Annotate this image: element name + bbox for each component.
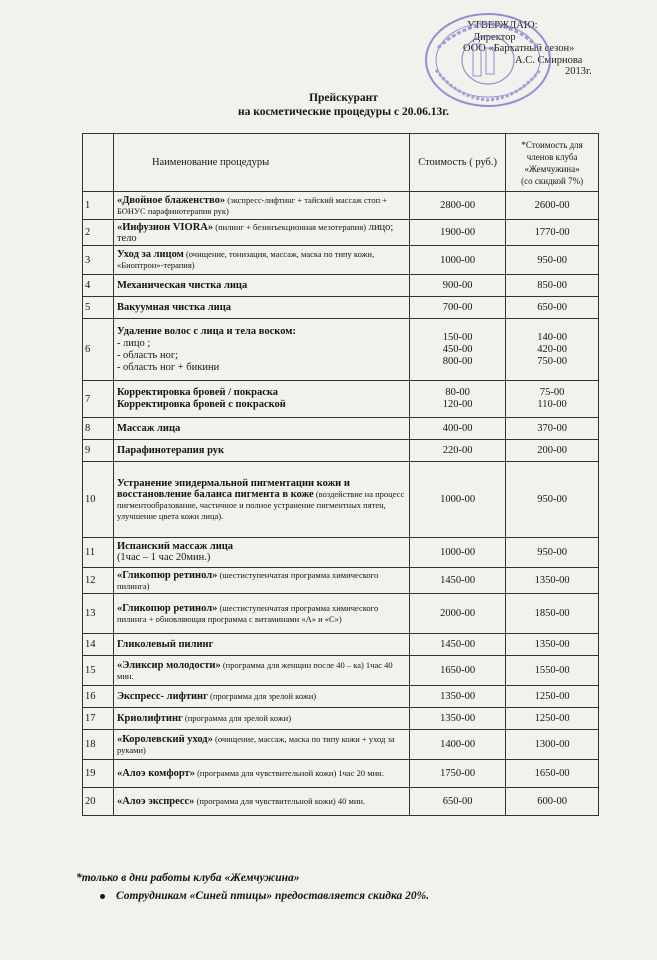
row-number: 1 — [83, 192, 114, 220]
header-name: Наименование процедуры — [113, 134, 409, 192]
row-number: 20 — [83, 788, 114, 816]
price-cell: 1450-00 — [410, 568, 506, 594]
header-price: Стоимость ( руб.) — [410, 134, 506, 192]
procedure-name: «Королевский уход» (очищение, массаж, маска по типу кожи + уход за руками) — [113, 730, 409, 760]
price-cell: 1400-00 — [410, 730, 506, 760]
price-cell: 1000-00 — [410, 246, 506, 275]
price-cell: 2800-00 — [410, 192, 506, 220]
table-row — [83, 568, 599, 594]
club-price-cell: 1770-00 — [506, 220, 599, 246]
row-number: 14 — [83, 634, 114, 656]
procedure-name: Экспресс- лифтинг (программа для зрелой кожи) — [113, 686, 409, 708]
procedure-name: «Гликопюр ретинол» (шестиступенчатая программа химического пилинга + обновляющая программа с витаминами «А» и «С») — [113, 594, 409, 634]
club-price-cell: 950-00 — [506, 462, 599, 538]
procedure-name: «Гликопюр ретинол» (шестиступенчатая программа химического пилинга) — [113, 568, 409, 594]
approval-line: А.С. Смирнова — [515, 54, 583, 66]
row-number: 8 — [83, 418, 114, 440]
row-number: 16 — [83, 686, 114, 708]
table-row — [83, 440, 599, 462]
procedure-name: Массаж лица — [113, 418, 409, 440]
title-line: Прейскурант — [309, 92, 378, 104]
club-price-cell: 1300-00 — [506, 730, 599, 760]
footer — [76, 872, 636, 902]
procedure-name: Гликолевый пилинг — [113, 634, 409, 656]
row-number: 6 — [83, 319, 114, 381]
table-row — [83, 418, 599, 440]
table-row — [83, 708, 599, 730]
row-number: 18 — [83, 730, 114, 760]
bullet-icon — [100, 894, 105, 899]
price-cell: 1350-00 — [410, 686, 506, 708]
row-number: 19 — [83, 760, 114, 788]
table-row — [83, 319, 599, 381]
approval-line: ООО «Бархатный сезон» — [463, 43, 575, 54]
price-cell: 650-00 — [410, 788, 506, 816]
footer-bullet-text: Сотрудникам «Синей птицы» предоставляется скидка 20%. — [116, 890, 430, 902]
club-price-cell: 75-00 110-00 — [506, 381, 599, 418]
procedure-name: «Алоэ экспресс» (программа для чувствительной кожи) 40 мин. — [113, 788, 409, 816]
table-header-row — [83, 134, 599, 192]
procedure-name: «Двойное блаженство» (экспресс-лифтинг + тайский массаж стоп + БОНУС парафинотерапия рук) — [113, 192, 409, 220]
club-price-cell: 950-00 — [506, 246, 599, 275]
row-number: 11 — [83, 538, 114, 568]
approval-line: УТВЕРЖДАЮ: — [467, 20, 538, 31]
price-table — [82, 133, 599, 816]
procedure-name: Корректировка бровей / покраска Корректировка бровей с покраской — [113, 381, 409, 418]
club-price-cell: 600-00 — [506, 788, 599, 816]
table-row — [83, 760, 599, 788]
club-price-cell: 1650-00 — [506, 760, 599, 788]
price-cell: 220-00 — [410, 440, 506, 462]
club-price-cell: 1250-00 — [506, 708, 599, 730]
price-cell: 150-00 450-00 800-00 — [410, 319, 506, 381]
table-row — [83, 538, 599, 568]
club-price-cell: 2600-00 — [506, 192, 599, 220]
club-price-cell: 850-00 — [506, 275, 599, 297]
table-row — [83, 788, 599, 816]
table-row — [83, 462, 599, 538]
table-row — [83, 686, 599, 708]
title-subline: на косметические процедуры с 20.06.13г. — [237, 106, 450, 118]
price-cell: 1000-00 — [410, 538, 506, 568]
row-number: 12 — [83, 568, 114, 594]
club-price-cell: 1550-00 — [506, 656, 599, 686]
table-row — [83, 594, 599, 634]
procedure-name: Вакуумная чистка лица — [113, 297, 409, 319]
footer-note: *только в дни работы клуба «Жемчужина» — [76, 872, 300, 884]
row-number: 2 — [83, 220, 114, 246]
row-number: 15 — [83, 656, 114, 686]
procedure-name: Испанский массаж лица (1час – 1 час 20мин.) — [113, 538, 409, 568]
club-price-cell: 1350-00 — [506, 634, 599, 656]
row-number: 5 — [83, 297, 114, 319]
row-number: 17 — [83, 708, 114, 730]
price-cell: 1000-00 — [410, 462, 506, 538]
procedure-name: «Алоэ комфорт» (программа для чувствительной кожи) 1час 20 мин. — [113, 760, 409, 788]
procedure-name: Парафинотерапия рук — [113, 440, 409, 462]
procedure-name: Уход за лицом (очищение, тонизация, массаж, маска по типу кожи, «Биоптрон»-терапия) — [113, 246, 409, 275]
price-cell: 900-00 — [410, 275, 506, 297]
club-price-cell: 1350-00 — [506, 568, 599, 594]
procedure-name: Криолифтинг (программа для зрелой кожи) — [113, 708, 409, 730]
club-price-cell: 1850-00 — [506, 594, 599, 634]
procedure-name: «Инфузион VIORA» (пилинг + безинъекционная мезотерапия) лицо; тело — [113, 220, 409, 246]
row-number: 4 — [83, 275, 114, 297]
table-row — [83, 275, 599, 297]
approval-line: Директор — [473, 31, 516, 43]
row-number: 13 — [83, 594, 114, 634]
table-row — [83, 192, 599, 220]
table-row — [83, 381, 599, 418]
row-number: 9 — [83, 440, 114, 462]
price-cell: 1750-00 — [410, 760, 506, 788]
price-cell: 400-00 — [410, 418, 506, 440]
price-cell: 700-00 — [410, 297, 506, 319]
club-price-cell: 200-00 — [506, 440, 599, 462]
header-club: *Стоимость для членов клуба «Жемчужина» (со скидкой 7%) — [506, 134, 599, 192]
club-price-cell: 370-00 — [506, 418, 599, 440]
table-row — [83, 656, 599, 686]
price-cell: 2000-00 — [410, 594, 506, 634]
document-title — [0, 91, 657, 119]
price-cell: 80-00 120-00 — [410, 381, 506, 418]
table-row — [83, 297, 599, 319]
row-number: 7 — [83, 381, 114, 418]
club-price-cell: 950-00 — [506, 538, 599, 568]
club-price-cell: 1250-00 — [506, 686, 599, 708]
procedure-name: Удаление волос с лица и тела воском: - лицо ; - область ног; - область ног + бикини — [113, 319, 409, 381]
table-row — [83, 730, 599, 760]
footer-bullet — [76, 890, 636, 902]
table-row — [83, 246, 599, 275]
procedure-name: Устранение эпидермальной пигментации кожи и восстановление баланса пигмента в коже (воздействие на процесс пигментообразование, частичное и полное устранение пигментных пятен, улучшение цвета кожи лица). — [113, 462, 409, 538]
approval-line: 2013г. — [565, 66, 592, 77]
price-cell: 1650-00 — [410, 656, 506, 686]
row-number: 10 — [83, 462, 114, 538]
club-price-cell: 140-00 420-00 750-00 — [506, 319, 599, 381]
header-num — [83, 134, 114, 192]
price-cell: 1900-00 — [410, 220, 506, 246]
price-cell: 1450-00 — [410, 634, 506, 656]
procedure-name: «Эликсир молодости» (программа для женщин после 40 – ка) 1час 40 мин. — [113, 656, 409, 686]
club-price-cell: 650-00 — [506, 297, 599, 319]
price-cell: 1350-00 — [410, 708, 506, 730]
row-number: 3 — [83, 246, 114, 275]
table-row — [83, 220, 599, 246]
table-row — [83, 634, 599, 656]
procedure-name: Механическая чистка лица — [113, 275, 409, 297]
